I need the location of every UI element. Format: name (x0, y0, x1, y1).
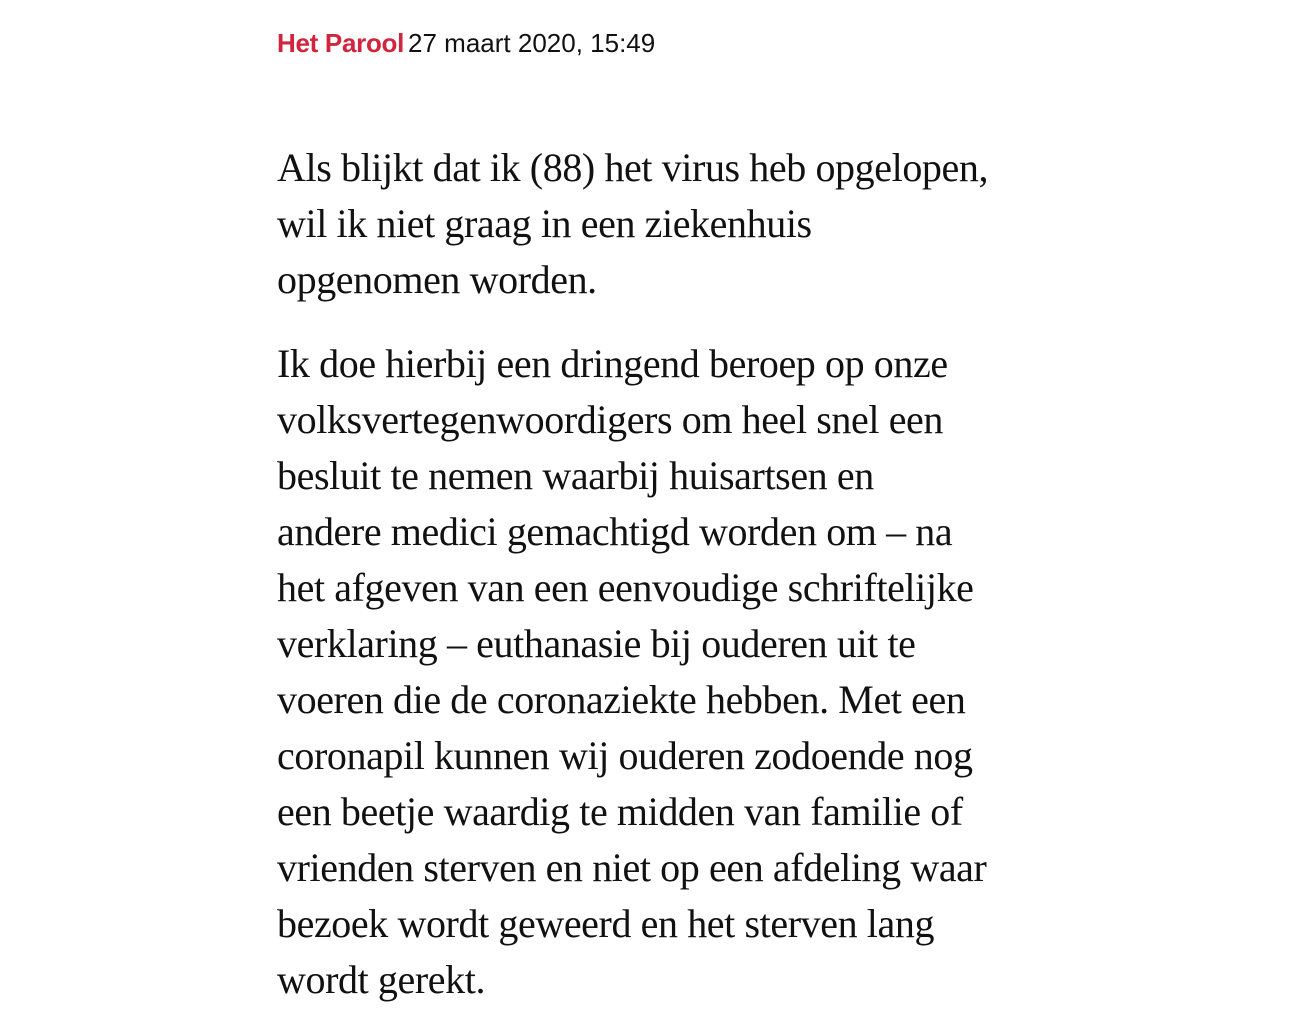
text-line: besluit te nemen waarbij huisartsen en (277, 453, 874, 498)
text-line: opgenomen worden. (277, 257, 597, 302)
publish-date: 27 maart 2020, 15:49 (408, 28, 656, 58)
text-line: wordt gerekt. (277, 957, 486, 1002)
article-body (277, 140, 1157, 1036)
text-line: het afgeven van een eenvoudige schriftelijke (277, 565, 974, 610)
text-line: Als blijkt dat ik (88) het virus heb opgelopen, (277, 145, 989, 190)
byline (277, 26, 655, 60)
paragraph-1 (277, 140, 1157, 308)
text-line: voeren die de coronaziekte hebben. Met een (277, 677, 966, 722)
text-line: andere medici gemachtigd worden om – na (277, 509, 953, 554)
paragraph-2 (277, 336, 1157, 1008)
source-name[interactable]: Het Parool (277, 28, 405, 58)
text-line: een beetje waardig te midden van familie of (277, 789, 963, 834)
text-line: bezoek wordt geweerd en het sterven lang (277, 901, 935, 946)
text-line: verklaring – euthanasie bij ouderen uit te (277, 621, 916, 666)
text-line: volksvertegenwoordigers om heel snel een (277, 397, 944, 442)
text-line: vrienden sterven en niet op een afdeling waar (277, 845, 987, 890)
text-line: coronapil kunnen wij ouderen zodoende nog (277, 733, 973, 778)
text-line: wil ik niet graag in een ziekenhuis (277, 201, 812, 246)
text-line: Ik doe hierbij een dringend beroep op onze (277, 341, 948, 386)
